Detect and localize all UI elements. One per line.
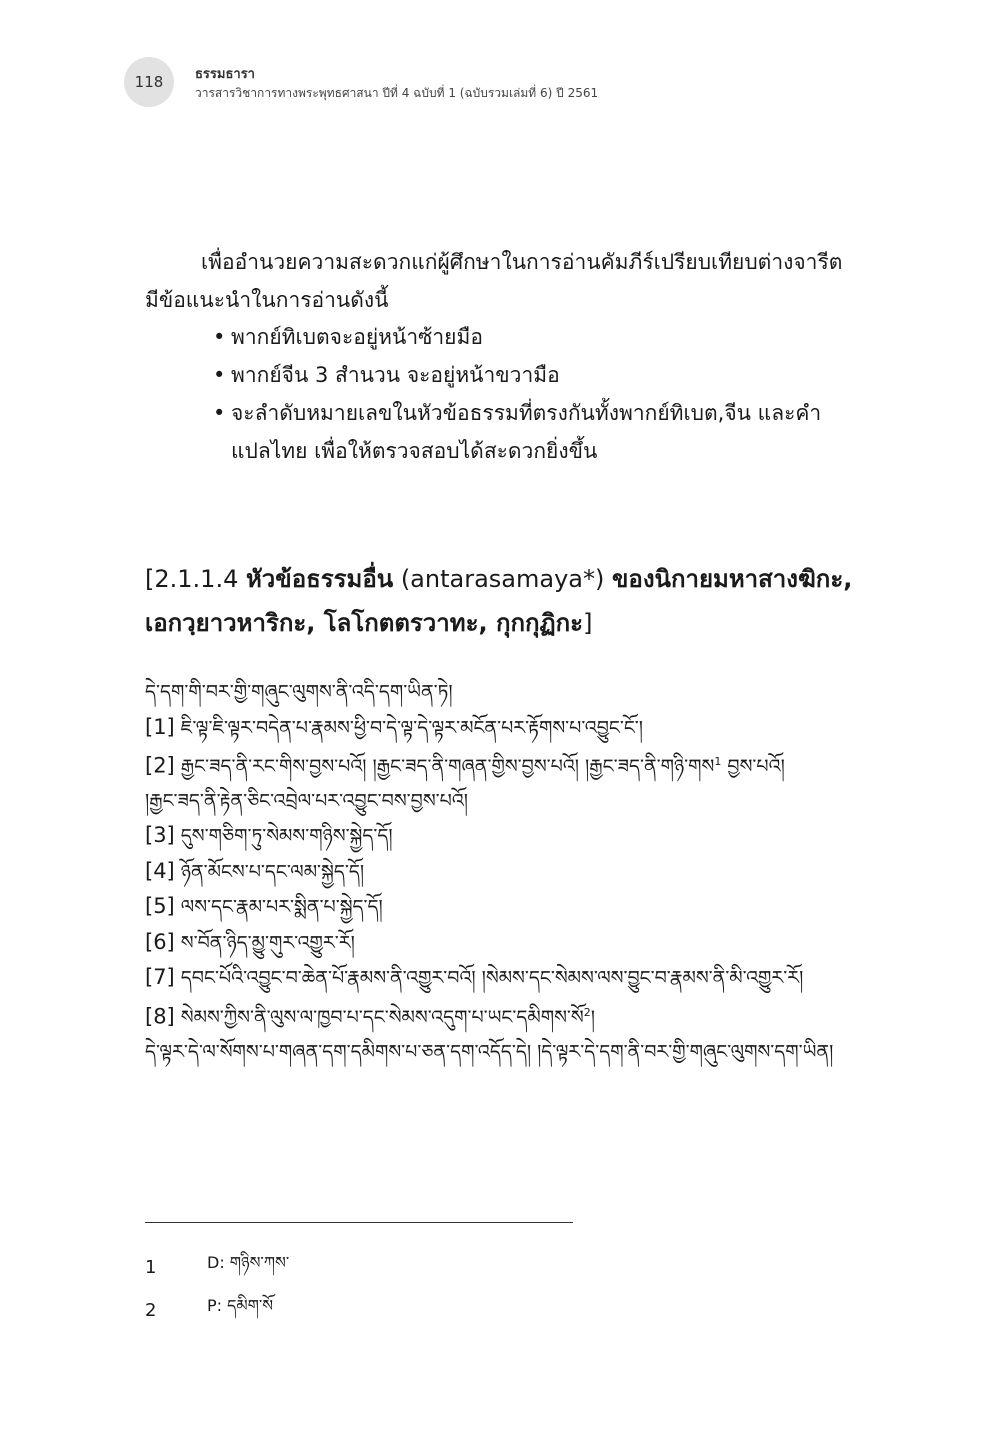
footnote-1: [145, 1245, 289, 1290]
list-item-text: จะลำดับหมายเลขในหัวข้อธรรมที่ตรงกันทั้งพากย์ทิเบต,จีน และคำแปลไทย เพื่อให้ตรวจสอบได้สะดวกยิ่งขึ้น: [231, 401, 822, 463]
item-number: [6]: [145, 929, 175, 954]
item-number: [4]: [145, 858, 175, 883]
footnote-2: [145, 1288, 273, 1333]
journal-subtitle: วารสารวิชาการทางพระพุทธศาสนา ปีที่ 4 ฉบับที่ 1 (ฉบับรวมเล่มที่ 6) ปี 2561: [195, 86, 599, 100]
item-text: དུས་གཅིག་ཏུ་སེམས་གཉིས་སྐྱེད་དོ།: [180, 825, 393, 848]
item-text: རྒྱང་ཟད་ནི་རང་གིས་བྱས་པའོ། །རྒྱང་ཟད་ནི་གཞན་གྱིས་བྱས་པའོ། །རྒྱང་ཟད་ནི་གཉི་གས: [180, 755, 715, 778]
reading-guide-list: [213, 318, 853, 470]
bullet-icon: •: [213, 325, 226, 349]
page-number-text: 118: [134, 73, 164, 91]
list-item: [213, 356, 853, 394]
item-number: [5]: [145, 894, 175, 919]
section-heading: [145, 557, 865, 645]
heading-title-part-2: ของนิกายมหาสางฆิกะ, เอกวฺยาวหาริกะ, โลโกตตรวาทะ, กุกกุฏิกะ: [145, 565, 853, 637]
item-text: ཉོན་མོངས་པ་དང་ལམ་སྐྱེད་དོ།: [180, 860, 365, 883]
list-item-text: พากย์ทิเบตจะอยู่หน้าซ้ายมือ: [231, 325, 483, 349]
footnote-ref-1[interactable]: 1: [714, 755, 722, 768]
item-number: [1]: [145, 714, 175, 739]
item-number: [2]: [145, 753, 175, 778]
list-item: [213, 318, 853, 356]
page-number: [124, 57, 174, 107]
tibetan-item-8: [145, 996, 865, 1035]
tibetan-item-7: [145, 960, 865, 996]
tibetan-item-3: [145, 818, 865, 854]
journal-title: ธรรมธารา: [195, 67, 255, 82]
bullet-icon: •: [213, 363, 226, 387]
tibetan-item-5: [145, 889, 865, 925]
section-number: 2.1.1.4: [154, 565, 239, 593]
tibetan-closing-line: དེ་ལྟར་དེ་ལ་སོགས་པ་གཞན་དག་དམིགས་པ་ཅན་དག་འདོད་དེ། །དེ་ལྟར་དེ་དག་ནི་བར་གྱི་གཞུང་ལུགས་དག་ཡིན།: [145, 1040, 834, 1063]
tibetan-item-4: [145, 854, 865, 890]
tibetan-item-1: [145, 710, 865, 746]
tibetan-item-6: [145, 925, 865, 961]
intro-section: [145, 243, 845, 319]
heading-title-part-1: หัวข้อธรรมอื่น: [245, 565, 394, 593]
intro-paragraph: เพื่ออำนวยความสะดวกแก่ผู้ศึกษาในการอ่านคัมภีร์เปรียบเทียบต่างจารีต มีข้อแนะนำในการอ่านดังนี้: [145, 250, 843, 312]
list-item: [213, 394, 853, 470]
item-text: ཇི་ལྟ་ཇི་ལྟར་བདེན་པ་རྣམས་ཕྱི་བ་དེ་ལྟ་དེ་ལྟར་མངོན་པར་རྟོགས་པ་འབྱུང་ངོ་།: [180, 716, 644, 739]
item-number: [3]: [145, 823, 175, 848]
footnote-number: 1: [145, 1257, 157, 1278]
tibetan-item-2-cont: །རྒྱང་ཟད་ནི་རྟེན་ཅིང་འབྲེལ་པར་འབྱུང་བས་བྱས་པའོ།: [145, 789, 469, 812]
footnote-divider: [145, 1222, 573, 1223]
bullet-icon: •: [213, 401, 226, 425]
item-number: [7]: [145, 965, 175, 990]
item-text-cont: བྱས་པའོ།: [727, 755, 785, 778]
heading-sanskrit-term: (antarasamaya*): [400, 565, 605, 593]
footnote-text: P: དམིག་སོ: [207, 1296, 274, 1315]
footnote-text: D: གཉིས་ཀས་: [207, 1253, 290, 1272]
footnote-ref-2[interactable]: 2: [583, 1005, 591, 1019]
list-item-text: พากย์จีน 3 สำนวน จะอยู่หน้าขวามือ: [231, 363, 560, 387]
tibetan-text-block: [145, 675, 865, 1069]
item-number: [8]: [145, 1004, 175, 1029]
tibetan-intro-line: དེ་དག་གི་བར་གྱི་གཞུང་ལུགས་ནི་འདི་དག་ཡིན་ཏེ།: [145, 681, 453, 703]
item-text: དབང་པོའི་འབྱུང་བ་ཆེན་པོ་རྣམས་ནི་འགྱུར་བའོ། །སེམས་དང་སེམས་ལས་བྱུང་བ་རྣམས་ནི་མི་འགྱུར་རོ།: [180, 967, 804, 990]
item-text-end: །: [590, 1006, 595, 1029]
item-text: སེམས་ཀྱིས་ནི་ལུས་ལ་ཁྱབ་པ་དང་སེམས་འདུག་པ་ཡང་དམིགས་སོ: [180, 1006, 584, 1029]
item-text: ལས་དང་རྣམ་པར་སྨིན་པ་སྐྱེད་དོ།: [180, 896, 383, 919]
heading-open-bracket: [: [145, 565, 155, 593]
heading-close-bracket: ]: [583, 609, 593, 637]
item-text: ས་བོན་ཉིད་མྱུ་གུར་འགྱུར་རོ།: [180, 931, 355, 954]
footnote-number: 2: [145, 1300, 157, 1321]
tibetan-item-2: [145, 745, 865, 784]
